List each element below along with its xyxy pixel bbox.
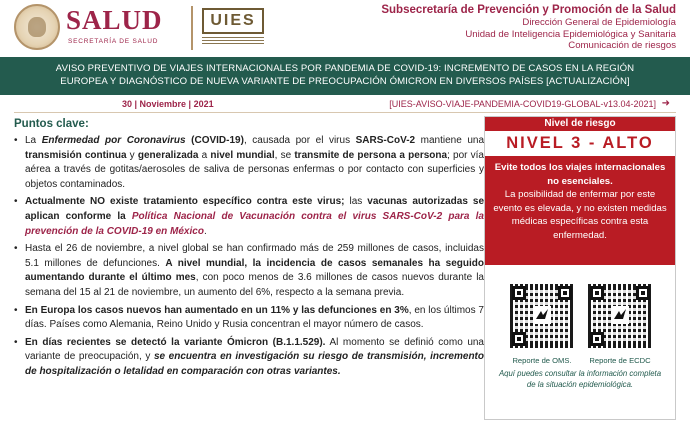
national-seal-icon [14, 4, 60, 50]
salud-logo-subtext: SECRETARÍA DE SALUD [68, 38, 159, 45]
qr-section [485, 272, 675, 412]
page-header [0, 0, 690, 57]
kp2-b: las [344, 196, 368, 208]
kp1-a: La [25, 135, 42, 146]
title-line-2: EUROPEA Y DIAGNÓSTICO DE NUEVA VARIANTE DE PREOCUPACIÓN ÓMICRON EN DIVERSOS PAÍSES [ACTUALIZACIÓN] [60, 75, 630, 87]
risk-header: Nivel de riesgo [485, 117, 675, 131]
publication-date: 30 | Noviembre | 2021 [122, 99, 214, 109]
document-code[interactable]: [UIES-AVISO-VIAJE-PANDEMIA-COVID19-GLOBAL-v13.04-2021] [389, 99, 656, 109]
key-point-2 [14, 195, 484, 239]
bird-logo-icon [611, 306, 629, 324]
risk-recommendation: Evite todos los viajes internacionales no esenciales. [494, 162, 666, 187]
kp4-b: , en los últimos 7 días. Países como Alemania, Reino Unido y Rusia concentran el mayor número de casos. [25, 304, 484, 331]
kp1-m: transmite de persona a persona [294, 149, 448, 161]
kp1-f: mantiene una [415, 135, 485, 146]
qr-ecdc-label[interactable]: Reporte de ECDC [589, 356, 651, 365]
risk-description [485, 156, 675, 265]
qr-code-icon[interactable] [588, 284, 652, 348]
bird-logo-icon [533, 306, 551, 324]
kp1-k: nivel mundial [210, 149, 275, 161]
kp1-i: generalizada [137, 149, 199, 161]
kp1-g: transmisión continua [25, 149, 127, 161]
header-line-2: Dirección General de Epidemiología [522, 17, 676, 28]
kp1-h: y [126, 149, 138, 161]
kp3-a: Hasta el 26 de noviembre, a nivel global se han confirmado más de 259 millones de casos, incluidas 5.1 millones de defunciones. [25, 243, 484, 269]
key-points-list [14, 134, 484, 383]
arrow-right-icon[interactable]: ➜ [661, 98, 670, 109]
qr-code-icon[interactable] [510, 284, 574, 348]
kp2-c: vacunas autorizadas se aplican conforme la [25, 196, 485, 222]
kp1-e: SARS-CoV-2 [355, 135, 416, 146]
risk-text: La posibilidad de enfermar por este evento es elevada, y no existen medidas médicas específicas contra esta enfermedad. [493, 189, 667, 241]
kp1-d: , causada por el virus [243, 135, 356, 146]
qr-who-label[interactable]: Reporte de OMS. [512, 356, 572, 365]
risk-level-panel [484, 116, 676, 420]
qr-footnote: Aquí puedes consultar la información completa de la situación epidemiológica. [498, 369, 662, 389]
header-line-1: Subsecretaría de Prevención y Promoción de la Salud [381, 4, 676, 16]
kp5-b: Al momento se definió como una variante de preocupación, y [25, 336, 484, 363]
key-point-1 [14, 134, 484, 192]
uies-logo-lines [202, 37, 264, 46]
key-points-heading: Puntos clave: [14, 118, 89, 130]
kp5-c: se encuentra en investigación su riesgo de transmisión, incremento de hospitalización o letalidad en comparación con otras variantes. [25, 351, 484, 377]
header-agency-lines [381, 3, 676, 52]
title-line-1: AVISO PREVENTIVO DE VIAJES INTERNACIONALES POR PANDEMIA DE COVID-19: INCREMENTO DE CASOS EN LA REGIÓN [55, 63, 635, 74]
kp1-j: a [198, 149, 211, 161]
vaccination-policy-link[interactable]: Política Nacional de Vacunación contra el virus SARS-CoV-2 para la prevención de la COVID-19 en México [25, 210, 484, 237]
key-point-4 [14, 304, 484, 333]
title-band [0, 57, 690, 95]
kp2-e: . [203, 225, 207, 237]
kp1-n: ; por vía aérea a través de gotitas/aerosoles de saliva de personas enfermas o por contacto con superficies y objetos contaminados. [25, 149, 484, 190]
kp1-l: , se [274, 149, 295, 161]
uies-logo-text: UIES [202, 8, 264, 34]
key-point-3 [14, 242, 484, 300]
kp3-c: , con poco menos de 3.6 millones de casos nuevos durante la semana del 15 al 21 de noviembre, un aumento del 6%, respecto a la semana previa. [25, 272, 484, 298]
kp4-a: En Europa los casos nuevos han aumentado en un 11% y las defunciones en 3% [25, 304, 409, 316]
header-divider [191, 6, 193, 50]
salud-logo[interactable] [66, 5, 186, 45]
qr-who[interactable] [510, 284, 574, 348]
kp1-c: (COVID-19) [185, 135, 244, 146]
kp1-b: Enfermedad por Coronavirus [41, 135, 186, 146]
meta-row [0, 99, 690, 113]
kp2-a: Actualmente NO existe tratamiento específico contra este virus; [25, 196, 345, 208]
key-point-5 [14, 336, 484, 380]
qr-ecdc[interactable] [588, 284, 652, 348]
salud-logo-text: SALUD [66, 5, 163, 35]
uies-logo [202, 8, 264, 48]
risk-level-value: NIVEL 3 - ALTO [506, 134, 654, 152]
header-line-4: Comunicación de riesgos [568, 40, 676, 51]
kp5-a: En días recientes se detectó la variante Ómicron (B.1.1.529). [25, 336, 326, 348]
header-line-3: Unidad de Inteligencia Epidemiológica y Sanitaria [465, 28, 676, 40]
divider [14, 112, 676, 113]
kp3-b: A nivel mundial, la incidencia de casos semanales ha seguido aumentando durante el último mes [25, 257, 484, 284]
